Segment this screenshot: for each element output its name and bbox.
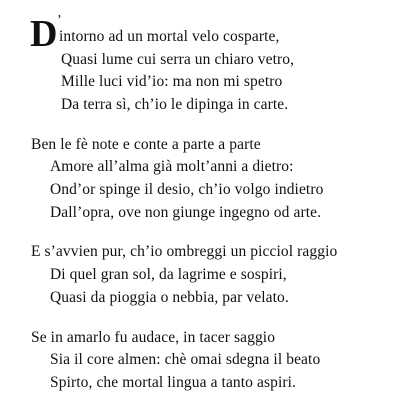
poem-line: Mille luci vid’io: ma non mi spetro	[61, 73, 283, 90]
poem-line: intorno ad un mortal velo cosparte,	[59, 28, 280, 45]
poem-line: Quasi da pioggia o nebbia, par velato.	[50, 289, 289, 306]
drop-cap: D	[30, 13, 58, 55]
poem-line: Dall’opra, ove non giunge ingegno od arte.	[50, 204, 322, 221]
poem-line: Di quel gran sol, da lagrime e sospiri,	[50, 266, 287, 283]
drop-cap-apostrophe: ’	[57, 13, 62, 28]
poem-line: Quasi lume cui serra un chiaro vetro,	[61, 51, 295, 68]
poem-line: Spirto, che mortal lingua a tanto aspiri.	[50, 374, 297, 391]
poem-line: E s’avvien pur, ch’io ombreggi un picciol raggio	[31, 243, 338, 260]
poem-line: Se in amarlo fu audace, in tacer saggio	[31, 329, 276, 346]
poem-line: Da terra sì, ch’io le dipinga in carte.	[61, 96, 289, 113]
poem-line: Sia il core almen: chè omai sdegna il beato	[50, 351, 321, 368]
poem-line: Ond’or spinge il desio, ch’io volgo indietro	[50, 181, 324, 198]
poem-line: Ben le fè note e conte a parte a parte	[31, 136, 261, 153]
poem-line: Amore all’alma già molt’anni a dietro:	[50, 158, 294, 175]
